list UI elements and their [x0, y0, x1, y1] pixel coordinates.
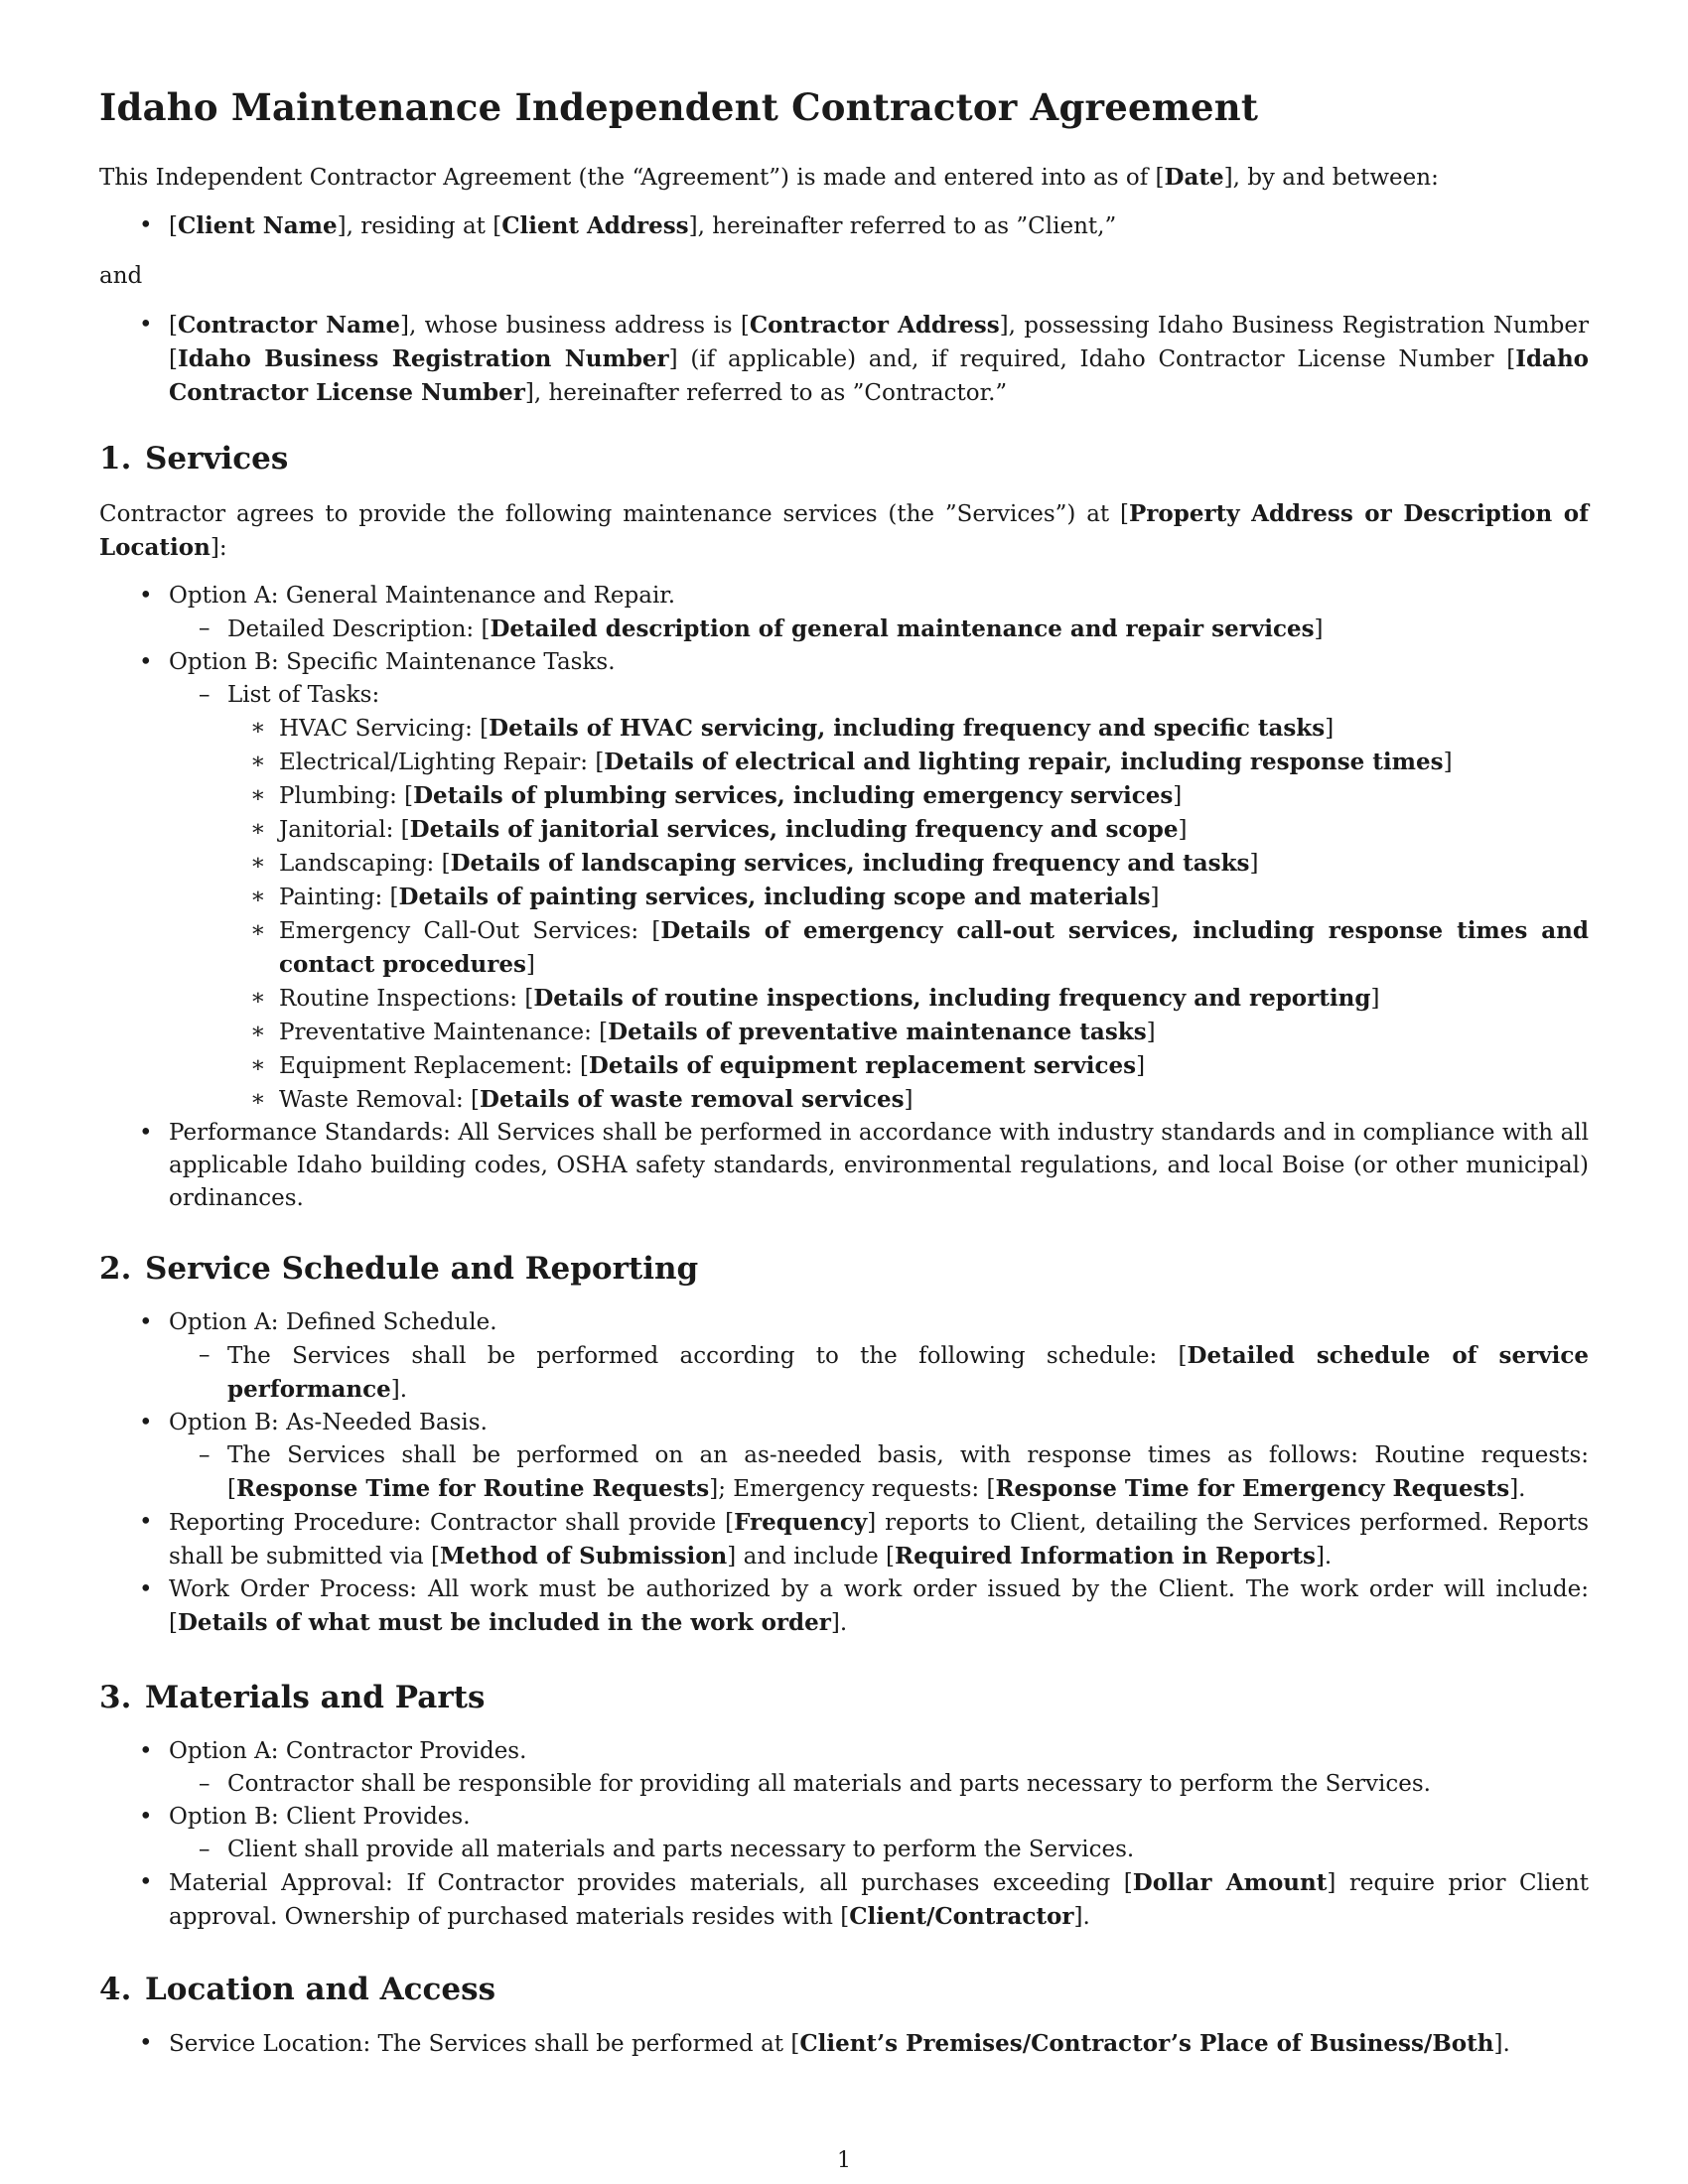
party-client-text: ], residing at [: [337, 213, 502, 239]
option-a-schedule: [99, 1339, 1589, 1407]
work-order-placeholder: Details of what must be included in the work order: [177, 1609, 831, 1636]
section-title: Services: [145, 441, 289, 477]
party-client: [99, 209, 1589, 243]
task-label: Janitorial: [: [279, 817, 410, 843]
option-a-description: – Detailed Description: [Detailed description of general maintenance and repair services]: [99, 613, 1589, 646]
task-detail: Details of waste removal services: [480, 1086, 905, 1113]
party-contractor-text: ], whose business address is [: [400, 313, 750, 339]
option-a-item: • Option A: General Maintenance and Repair.: [99, 580, 1589, 613]
task-label: Preventative Maintenance: [: [279, 1020, 609, 1045]
location-text: Service Location: The Services shall be performed at [: [169, 2031, 800, 2057]
material-approval-item: [99, 1866, 1589, 1934]
task-item: ∗ Electrical/Lighting Repair: [Details of electrical and lighting repair, including response times]: [99, 746, 1589, 779]
option-a-item: • Option A: Contractor Provides.: [99, 1735, 1589, 1768]
service-location-item: [99, 2027, 1589, 2061]
task-label: Emergency Call-Out Services: [: [279, 918, 661, 944]
option-a-materials: – Contractor shall be responsible for providing all materials and parts necessary to perform the Services.: [99, 1768, 1589, 1801]
client-name-placeholder: Client Name: [177, 212, 338, 239]
section-4-heading: [99, 1972, 495, 2007]
routine-response-placeholder: Response Time for Routine Requests: [235, 1475, 710, 1502]
schedule-text-end: ].: [390, 1377, 408, 1403]
work-order-text: Work Order Process: All work must be authorized by a work order issued by the Client. The work order will include: [: [169, 1576, 1589, 1636]
option-b-item: • Option B: Specific Maintenance Tasks.: [99, 646, 1589, 679]
task-label: Waste Removal: [: [279, 1087, 481, 1113]
task-item: ∗ Janitorial: [Details of janitorial services, including frequency and scope]: [99, 813, 1589, 847]
schedule-options-list: [99, 1306, 1589, 1640]
task-detail: Details of preventative maintenance tasks: [608, 1019, 1147, 1045]
services-intro-text: Contractor agrees to provide the following maintenance services (the ”Services”) at [: [99, 501, 1129, 527]
intro-text-end: ], by and between:: [1223, 165, 1439, 191]
task-item: ∗ Painting: [Details of painting services, including scope and materials]: [99, 881, 1589, 914]
reporting-procedure-item: [99, 1506, 1589, 1573]
party-contractor-text: ] (if applicable) and, if required, Idaho Contractor License Number [: [668, 346, 1516, 372]
and-text: and: [99, 263, 143, 289]
task-item: ∗ Preventative Maintenance: [Details of preventative maintenance tasks]: [99, 1016, 1589, 1049]
task-label: Routine Inspections: [: [279, 986, 534, 1012]
task-label: Landscaping: [: [279, 851, 451, 877]
bracket: [: [169, 213, 178, 239]
party-client-list: [99, 209, 1589, 243]
license-number-placeholder: Idaho Contractor License Number: [169, 345, 1590, 406]
task-label: HVAC Servicing: [: [279, 716, 490, 742]
approval-text: Material Approval: If Contractor provides materials, all purchases exceeding [: [169, 1870, 1133, 1896]
party-contractor-list: [99, 309, 1589, 410]
reporting-text-end: ].: [1315, 1544, 1333, 1570]
task-item: ∗ Equipment Replacement: [Details of equipment replacement services]: [99, 1049, 1589, 1083]
task-detail: Details of HVAC servicing, including frequency and specific tasks: [489, 715, 1326, 742]
task-label: Plumbing: [: [279, 783, 414, 809]
task-detail: Details of painting services, including scope and materials: [398, 884, 1151, 910]
party-contractor-text-end: ], hereinafter referred to as ”Contractor.”: [524, 380, 1008, 406]
response-text-end: ].: [1509, 1476, 1526, 1502]
reporting-text: ] and include [: [727, 1544, 895, 1570]
bracket: [: [169, 313, 178, 339]
option-a-item: • Option A: Defined Schedule.: [99, 1306, 1589, 1339]
task-item: ∗ Plumbing: [Details of plumbing services, including emergency services]: [99, 779, 1589, 813]
section-number: 4.: [99, 1972, 132, 2007]
dollar-amount-placeholder: Dollar Amount: [1132, 1869, 1328, 1896]
task-item: ∗ Emergency Call-Out Services: [Details of emergency call-out services, including response times and contact procedures]: [99, 914, 1589, 982]
property-address-placeholder: Property Address or Description of Location: [99, 500, 1589, 561]
party-client-text-end: ], hereinafter referred to as ”Client,”: [688, 213, 1117, 239]
task-detail: Details of emergency call-out services, including response times and contact procedures: [279, 917, 1589, 978]
task-item: ∗ Landscaping: [Details of landscaping services, including frequency and tasks]: [99, 847, 1589, 881]
work-order-text-end: ].: [830, 1610, 848, 1636]
response-text: The Services shall be performed on an as-needed basis, with response times as follows: Routine requests: [: [227, 1442, 1589, 1502]
approval-text-end: ].: [1073, 1904, 1090, 1930]
page-number: 1: [837, 2148, 851, 2173]
document-title: Idaho Maintenance Independent Contractor Agreement: [99, 85, 1259, 129]
approval-text: ] require prior Client approval. Ownership of purchased materials resides with [: [169, 1870, 1590, 1930]
location-text-end: ].: [1493, 2031, 1510, 2057]
description-label: Detailed Description: [: [227, 616, 491, 642]
schedule-placeholder: Detailed schedule of service performance: [227, 1342, 1589, 1403]
location-list: [99, 2027, 1589, 2061]
task-item: ∗ HVAC Servicing: [Details of HVAC servicing, including frequency and specific tasks]: [99, 712, 1589, 746]
option-b-item: • Option B: As-Needed Basis.: [99, 1407, 1589, 1439]
schedule-text: The Services shall be performed according to the following schedule: [: [227, 1343, 1188, 1369]
ownership-placeholder: Client/Contractor: [849, 1903, 1074, 1930]
registration-number-placeholder: Idaho Business Registration Number: [177, 345, 669, 372]
description-placeholder: Detailed description of general maintenance and repair services: [490, 615, 1315, 642]
section-number: 3.: [99, 1680, 132, 1715]
section-1-heading: [99, 441, 288, 477]
contractor-name-placeholder: Contractor Name: [177, 312, 400, 339]
services-intro: [99, 497, 1589, 565]
performance-standards-item: • Performance Standards: All Services shall be performed in accordance with industry standards and in compliance with all applicable Idaho building codes, OSHA safety standards, environmental regulations, and local Boise (or other municipal) ordinances.: [99, 1117, 1589, 1215]
services-intro-end: ]:: [210, 535, 227, 561]
task-detail: Details of electrical and lighting repair, including response times: [604, 749, 1444, 775]
option-b-materials: – Client shall provide all materials and parts necessary to perform the Services.: [99, 1834, 1589, 1866]
section-title: Materials and Parts: [145, 1680, 486, 1715]
section-3-heading: [99, 1680, 485, 1715]
task-detail: Details of landscaping services, including frequency and tasks: [450, 850, 1250, 877]
work-order-item: [99, 1573, 1589, 1640]
task-detail: Details of equipment replacement services: [588, 1052, 1137, 1079]
intro-paragraph: [99, 161, 1439, 195]
task-label: Electrical/Lighting Repair: [: [279, 750, 605, 775]
task-detail: Details of plumbing services, including emergency services: [413, 782, 1174, 809]
section-number: 1.: [99, 441, 132, 477]
materials-options-list: [99, 1735, 1589, 1934]
section-number: 2.: [99, 1251, 132, 1287]
client-address-placeholder: Client Address: [501, 212, 689, 239]
date-placeholder: Date: [1164, 164, 1224, 191]
task-item: ∗ Waste Removal: [Details of waste removal services]: [99, 1083, 1589, 1117]
contractor-address-placeholder: Contractor Address: [749, 312, 1000, 339]
task-detail: Details of janitorial services, including frequency and scope: [409, 816, 1179, 843]
reporting-text: Reporting Procedure: Contractor shall provide [: [169, 1510, 735, 1536]
frequency-placeholder: Frequency: [734, 1509, 868, 1536]
section-2-heading: [99, 1251, 698, 1287]
list-of-tasks-label: – List of Tasks:: [99, 679, 1589, 712]
required-info-placeholder: Required Information in Reports: [894, 1543, 1316, 1570]
option-b-response-times: [99, 1439, 1589, 1506]
reporting-text: ] reports to Client, detailing the Services performed. Reports shall be submitted via [: [169, 1510, 1589, 1570]
task-label: Painting: [: [279, 885, 399, 910]
task-label: Equipment Replacement: [: [279, 1053, 589, 1079]
task-detail: Details of routine inspections, including frequency and reporting: [533, 985, 1371, 1012]
option-b-item: • Option B: Client Provides.: [99, 1801, 1589, 1834]
location-placeholder: Client’s Premises/Contractor’s Place of Business/Both: [799, 2030, 1494, 2057]
services-options-list: [99, 580, 1589, 1215]
emergency-response-placeholder: Response Time for Emergency Requests: [995, 1475, 1510, 1502]
response-text: ]; Emergency requests: [: [709, 1476, 996, 1502]
task-item: ∗ Routine Inspections: [Details of routine inspections, including frequency and reporting]: [99, 982, 1589, 1016]
section-title: Service Schedule and Reporting: [145, 1251, 699, 1287]
section-title: Location and Access: [145, 1972, 496, 2007]
intro-text: This Independent Contractor Agreement (the “Agreement”) is made and entered into as of [: [99, 165, 1165, 191]
party-contractor-text: ], possessing Idaho Business Registration Number [: [169, 313, 1589, 372]
submission-method-placeholder: Method of Submission: [439, 1543, 728, 1570]
party-contractor: [99, 309, 1589, 410]
